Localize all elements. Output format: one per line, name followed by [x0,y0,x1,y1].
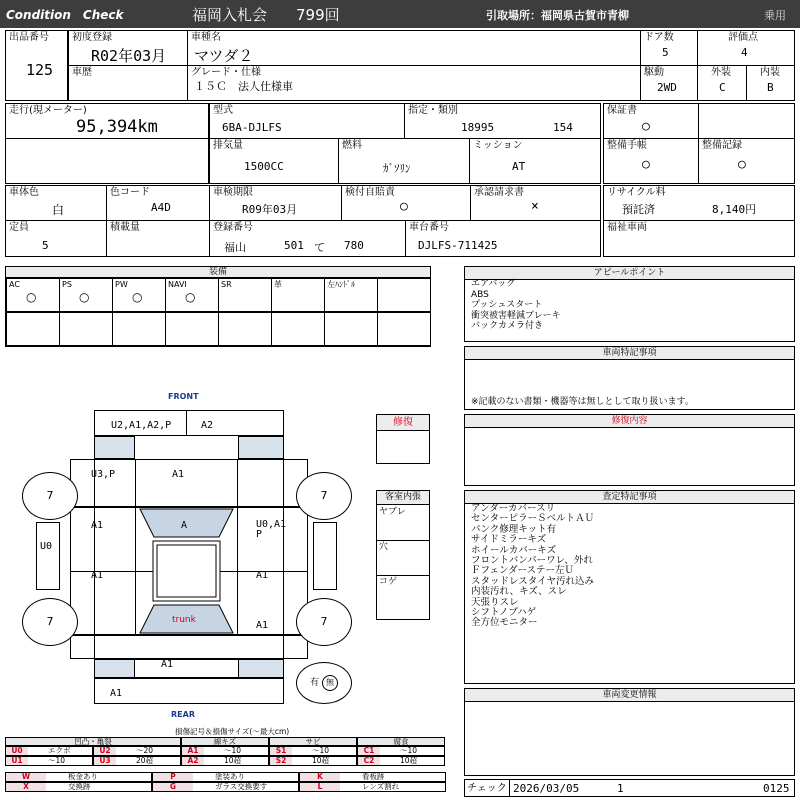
grade-spec: １５Ｃ 法人仕様車 [194,80,293,93]
mark-hood: A1 [172,469,185,480]
rear-bumper [94,678,284,704]
legend-code: S2 [270,757,292,765]
mark-front-right: A2 [201,420,214,431]
changes-title: 車両変更情報 [465,689,794,702]
recycle-status: 預託済 [622,203,655,216]
door-cell [640,30,698,66]
trunk-label: trunk [172,615,196,625]
capacity-label: 定員 [9,222,29,233]
equipment-cell [165,312,219,346]
legend-size: 20超 [136,756,154,765]
legend-cell [269,756,357,766]
header-title: Condition Check [6,8,124,22]
notes-section [464,346,795,410]
front-label: FRONT [168,392,199,401]
designation-no: 18995 [461,121,495,134]
legend-code: A1 [182,747,204,755]
equipment-grid [6,278,430,346]
displacement: 1500CC [244,160,284,173]
equipment-label: PS [62,280,72,289]
mileage-cell [5,103,209,139]
load-cell [106,220,210,257]
plate-kana: て [314,241,325,254]
legend-cell [5,772,152,782]
plate-number: 780 [344,239,364,252]
record-label: 整備記録 [702,140,742,151]
sunroof-mark: 無 [322,675,338,691]
mark-left-rear-door: A1 [91,570,104,581]
front-right-fender-shade [238,436,284,459]
auction-name: 福岡入札会 [192,6,268,24]
fuel-label: 燃料 [342,140,362,151]
lot-cell [5,30,68,101]
legend-cell [152,772,299,782]
welfare-label: 福祉車両 [607,222,647,233]
legend-code: G [153,783,193,791]
door-label: ドア数 [644,32,674,43]
equipment-value: ○ [79,290,90,304]
legend-cell [181,746,269,756]
equipment-label: NAVI [168,280,187,289]
notes-text: ※記載のない書類・機器等は無しとして取り扱います。 [471,397,694,407]
mileage-extra-cell [5,138,209,184]
recycle-cell [603,185,795,221]
drive-type: 2WD [657,81,677,94]
interior-section [376,490,430,620]
record-cell [698,138,795,184]
interior-burn: コゲ [379,577,398,587]
manual-cell [603,138,699,184]
equipment-label: 革 [274,280,282,289]
legend-cell [5,756,93,766]
recycle-label: リサイクル料 [607,187,666,198]
manual-label: 整備手帳 [607,140,647,151]
legend-code: U2 [94,747,116,755]
equipment-cell [59,312,113,346]
tire-front-right: 7 [296,472,352,520]
mission-cell [469,138,601,184]
name-cell [187,30,641,66]
request-cell [470,185,601,221]
legend-size: エクボ [48,746,71,755]
equipment-label: AC [9,280,20,289]
plate-class: 501 [284,239,304,252]
equipment-title: 装備 [6,267,430,278]
legend-code: U1 [6,757,28,765]
hood [135,459,238,507]
request-label: 承認請求書 [474,187,524,198]
legend-code: C1 [358,747,380,755]
equipment-cell [377,312,431,346]
car-name: マツダ２ [194,47,254,65]
legend-size: 10超 [224,756,242,765]
grade-label: 評価点 [728,32,758,43]
color-code-label: 色コード [110,187,150,198]
changes-section [464,688,795,776]
appeal-text: エアバッグ ABS プッシュスタート 衝突被害軽減ブレーキ バックカメラ付き [471,279,561,331]
vehicle-class: 乗用 [764,9,786,22]
category-no: 154 [553,121,573,134]
check-label: チェック [467,783,507,794]
mark-roof: A [181,520,188,531]
equipment-cell [271,278,325,312]
capacity: 5 [42,239,49,252]
legend-cell [93,746,181,756]
inspection-notes-title: 査定特記事項 [465,491,794,504]
legend-meaning: 板金あり [68,772,98,781]
mark-right-rear-door: A1 [256,570,269,581]
legend-size: 10超 [312,756,330,765]
pickup-location: 引取場所：福岡県古賀市青柳 [486,9,629,22]
legend-cell [357,756,445,766]
equipment-cell [377,278,431,312]
equipment-cell [218,278,272,312]
equipment-cell [324,278,378,312]
check-code: 0125 [763,782,790,795]
model-label: 型式 [213,105,233,116]
legend-size: 〜10 [224,746,242,755]
first-registration: R02年03月 [91,47,167,65]
legend-size: 10超 [400,756,418,765]
equipment-cell [59,278,113,312]
plate-area: 福山 [224,241,246,254]
legend-group-header: 線キズ [181,737,269,746]
footer-bar [464,779,795,797]
repair-tag-box [376,414,430,464]
auction-lot: 799回 [296,6,340,24]
legend-meaning: ガラス交換要す [215,782,268,791]
legend-table [5,737,445,797]
lot-number: 125 [26,61,54,79]
equipment-cell [271,312,325,346]
left-mirror-box [36,522,60,590]
trunk-lid [94,659,284,678]
appeal-section [464,266,795,342]
capacity-cell [5,220,107,257]
approval-request: × [531,199,539,214]
equipment-cell [218,312,272,346]
front-bumper-divider [186,410,187,436]
plate-label: 登録番号 [213,222,253,233]
grade-score: 4 [741,46,748,59]
interior-title: 客室内張 [377,491,429,505]
welfare-cell [603,220,795,257]
legend-cell [269,746,357,756]
color-cell [5,185,107,221]
equipment-cell [112,278,166,312]
equipment-label: 左ﾊﾝﾄﾞﾙ [327,280,355,289]
warranty-extra-cell [698,103,795,139]
legend-code: U3 [94,757,116,765]
equipment-section [5,266,431,347]
legend-group-header: サビ [269,737,357,746]
legend-cell [299,782,446,792]
legend-cell [152,782,299,792]
spec-label: グレード・仕様 [191,67,261,78]
name-label: 車種名 [191,32,221,43]
equipment-cell [324,312,378,346]
legend-group-header: 腐食 [357,737,445,746]
insurance: ○ [400,199,408,214]
legend-code: S1 [270,747,292,755]
interior-hole: 穴 [379,542,389,552]
legend-size: 〜10 [400,746,418,755]
ext-cell [697,65,747,101]
mileage-label: 走行(現メーター) [9,105,87,116]
equipment-value: ○ [26,290,37,304]
legend-size: 〜20 [136,746,154,755]
legend-code: C2 [358,757,380,765]
manual: ○ [642,157,650,172]
warranty: ○ [642,119,650,134]
drive-cell [640,65,698,101]
tire-front-left: 7 [22,472,78,520]
ext-grade: C [719,81,726,94]
inspection-notes-section [464,490,795,684]
insurance-label: 検付自賠責 [345,187,395,198]
designation-label: 指定・類別 [408,105,458,116]
mileage: 95,394km [76,117,158,137]
tire-rear-right: 7 [296,598,352,646]
trunk-row [70,635,308,659]
legend-code: A2 [182,757,204,765]
check-count: 1 [617,782,624,795]
legend-cell [181,756,269,766]
equipment-cell [112,312,166,346]
model-cell [209,103,405,139]
legend-title: 損傷記号＆損傷サイズ(〜最大cm) [175,727,290,736]
mission-label: ミッション [473,140,523,151]
legend-cell [5,782,152,792]
int-label: 内装 [760,67,780,78]
mark-trunk-lid: A1 [161,659,174,670]
history-cell [68,65,188,101]
legend-code: U0 [6,747,28,755]
designation-cell [404,103,601,139]
legend-meaning: 看板跡 [362,772,385,781]
legend-size: 〜10 [48,756,66,765]
history-label: 車歴 [72,67,92,78]
legend-cell [357,746,445,756]
legend-cell [299,772,446,782]
legend-code: P [153,773,193,781]
legend-meaning: レンズ割れ [362,782,400,791]
color-code-cell [106,185,210,221]
interior-divider [377,540,429,541]
fuel: ｶﾞｿﾘﾝ [383,162,411,175]
repair-section [464,414,795,486]
inspection-expiry: R09年03月 [242,203,298,216]
equipment-cell [165,278,219,312]
interior-tear: ヤブレ [379,507,406,517]
chassis-cell [405,220,601,257]
notes-title: 車両特記事項 [465,347,794,360]
chassis-number: DJLFS-711425 [418,239,498,252]
mark-hood-left: U3,P [91,469,116,480]
mark-right-rear-fender: A1 [256,620,269,631]
inspection-label: 車検期限 [213,187,253,198]
displacement-cell [209,138,339,184]
reg-cell [68,30,188,66]
fuel-cell [338,138,470,184]
appeal-title: アピールポイント [465,267,794,280]
sunroof-label: 有 [310,678,320,688]
legend-meaning: 塗装あり [215,772,245,781]
grade-cell [697,30,795,66]
insurance-cell [341,185,471,221]
mark-front-bumper: U2,A1,A2,P [111,420,172,431]
load-label: 積載量 [110,222,140,233]
int-cell [746,65,795,101]
equipment-value: ○ [132,290,143,304]
warranty-label: 保証書 [607,105,637,116]
chassis-label: 車台番号 [409,222,449,233]
footer-divider [509,780,510,796]
legend-cell [5,746,93,756]
legend-code: K [300,773,340,781]
color-code: A4D [151,201,171,214]
reg-label: 初度登録 [72,32,112,43]
repair-tag: 修復 [377,415,429,431]
mark-left-front-door: A1 [91,520,104,531]
sunroof-spare [296,662,352,704]
door-count: 5 [662,46,669,59]
int-grade: B [767,81,774,94]
interior-divider [377,575,429,576]
lot-label: 出品番号 [9,32,49,43]
displacement-label: 排気量 [213,140,243,151]
plate-cell [209,220,406,257]
legend-meaning: 交換跡 [68,782,91,791]
rear-label: REAR [171,710,195,719]
legend-cell [93,756,181,766]
legend-code: L [300,783,340,791]
legend-group-header: 凹凸・亀裂 [5,737,181,746]
mark-right-front-door: U0,A1 P [256,519,287,540]
legend-code: W [6,773,46,781]
equipment-value: ○ [185,290,196,304]
legend-code: X [6,783,46,791]
mission: AT [512,160,526,173]
recycle-fee: 8,140円 [712,203,757,216]
drive-label: 駆動 [644,67,664,78]
equipment-label: PW [115,280,128,289]
color-label: 車体色 [9,187,39,198]
equipment-label: SR [221,280,232,289]
right-mirror-box [313,522,337,590]
mark-rear-bumper: A1 [110,688,123,699]
record: ○ [738,157,746,172]
car-diagram [0,390,370,720]
legend-size: 〜10 [312,746,330,755]
inspection-cell [209,185,342,221]
warranty-cell [603,103,699,139]
mark-left-mirror: U0 [40,541,53,552]
check-date: 2026/03/05 [513,782,580,795]
front-left-fender-shade [94,436,135,459]
spec-cell [187,65,641,101]
equipment-cell [6,278,60,312]
ext-label: 外装 [711,67,731,78]
damage-legend [5,728,445,798]
header-bar [0,0,800,28]
model-code: 6BA-DJLFS [222,121,282,134]
inspection-notes-text: アンダーカバースリ センターピラーＳベルトＡＵ パンク修理キット有 サイドミラーキズ ホイールカバーキズ フロントバンパーワレ、外れ Ｆフェンダーステー左Ｕ スタッドレスタイヤ汚れ込み 内装汚れ、キズ、スレ 天張りスレ シフトノブハゲ 全方位モニター [471,503,595,629]
equipment-cell [6,312,60,346]
tire-rear-left: 7 [22,598,78,646]
body-color: 白 [52,203,65,217]
repair-title: 修復内容 [465,415,794,428]
